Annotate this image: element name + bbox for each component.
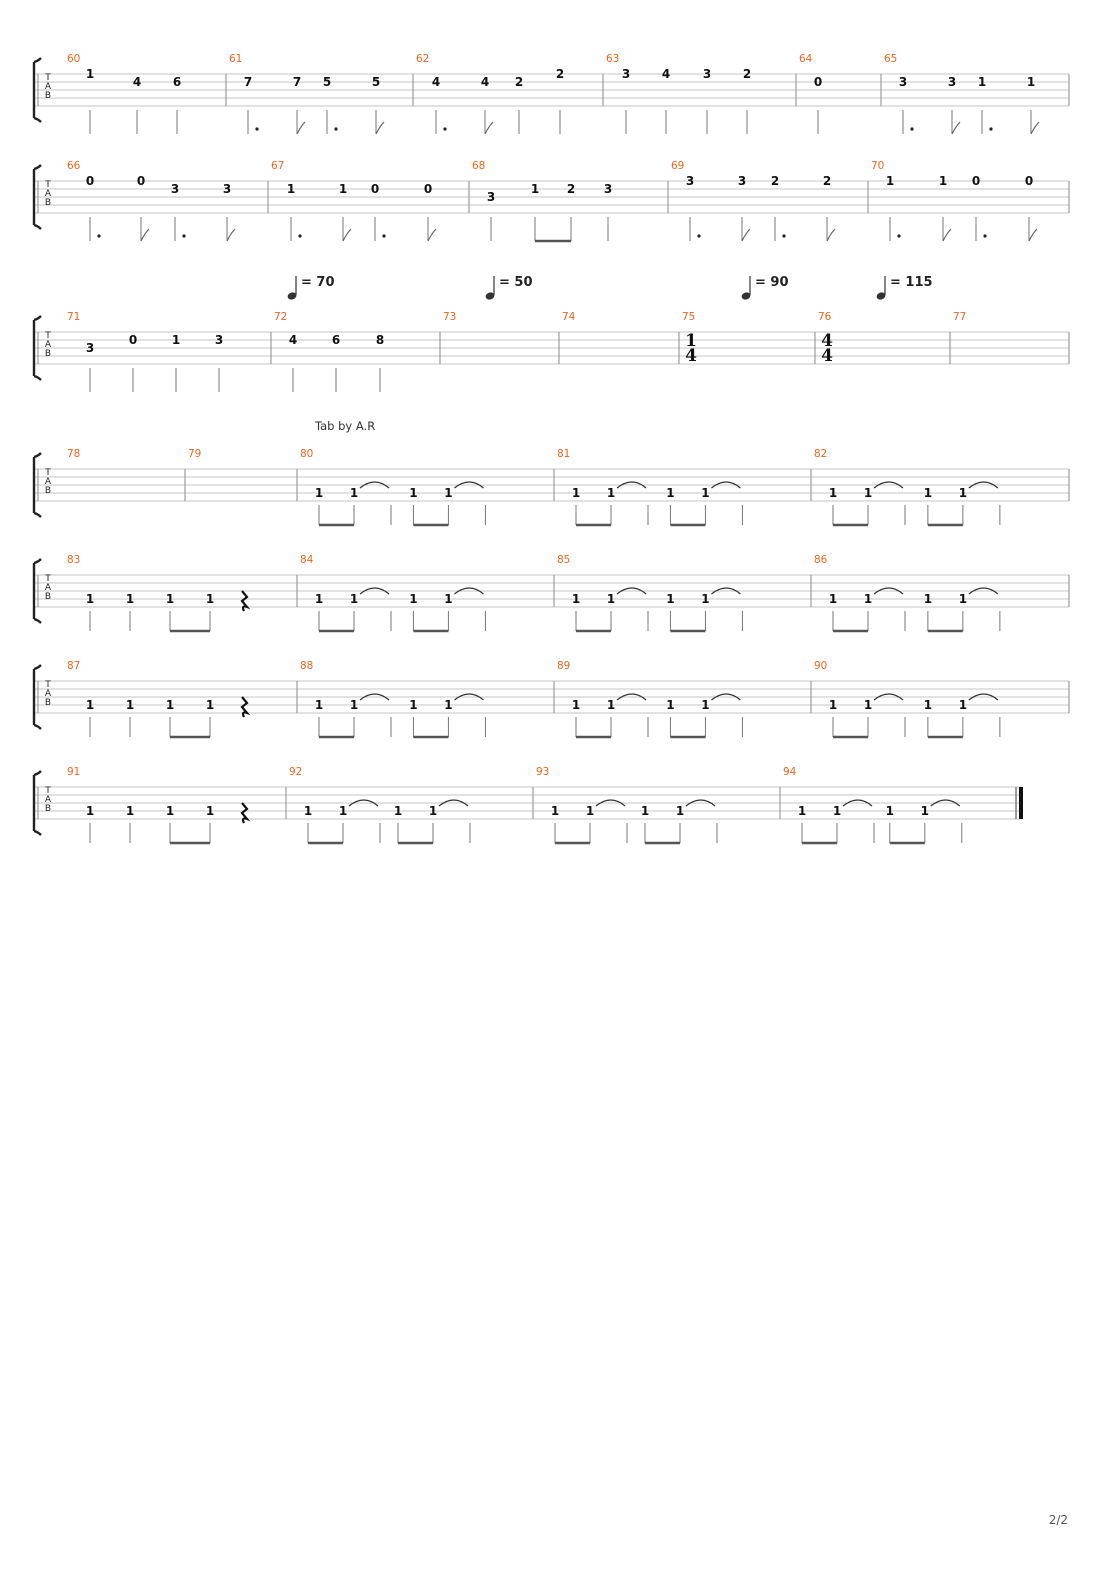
fret-number: 1 [314,698,324,712]
measure-number: 79 [188,448,202,460]
measure-number: 69 [671,160,685,172]
fret-number: 1 [863,486,873,500]
final-barline-thick [1019,787,1023,819]
fret-number: 1 [701,486,710,500]
fret-number: 4 [480,75,490,89]
fret-number: 2 [514,75,524,89]
fret-number: 2 [822,174,832,188]
fret-number: 1 [923,698,933,712]
fret-number: 1 [666,698,675,712]
fret-number: 0 [128,333,138,347]
fret-number: 1 [832,804,842,818]
measure-number: 65 [884,53,898,65]
fret-number: 1 [958,486,968,500]
tab-clef-letter: B [44,592,52,602]
fret-number: 1 [165,698,175,712]
tab-clef-letter: A [44,189,52,199]
tab-clef-letter: B [44,349,52,359]
measure-number: 71 [67,311,81,323]
fret-number: 1 [1026,75,1036,89]
fret-number: 1 [977,75,987,89]
fret-number: 1 [205,804,215,818]
eighth-flag [376,122,384,134]
fret-number: 1 [828,486,838,500]
fret-number: 4 [288,333,298,347]
tab-credit: Tab by A.R [315,419,376,433]
fret-number: 0 [370,182,380,196]
time-signature-top: 1 [685,331,697,351]
dot [382,234,385,237]
measure-number: 76 [818,311,832,323]
fret-number: 3 [222,182,232,196]
fret-number: 1 [606,592,616,606]
measure-number: 73 [443,311,457,323]
fret-number: 1 [444,486,453,500]
measure-number: 70 [871,160,885,172]
tab-clef-letter: A [44,795,52,805]
fret-number: 1 [958,698,968,712]
measure-number: 93 [536,766,550,778]
fret-number: 0 [85,174,95,188]
fret-number: 1 [286,182,296,196]
measure-number: 80 [300,448,314,460]
eighth-flag [943,229,951,241]
measure-number: 92 [289,766,303,778]
dot [697,234,700,237]
fret-number: 1 [640,804,650,818]
fret-number: 8 [375,333,385,347]
measure-number: 84 [300,554,314,566]
fret-number: 3 [85,341,95,355]
dot [334,127,337,130]
fret-number: 3 [621,67,631,81]
fret-number: 7 [292,75,302,89]
quarter-rest [242,803,247,823]
tempo-mark: = 70 [301,275,335,290]
fret-number: 1 [797,804,807,818]
fret-number: 1 [606,486,616,500]
fret-number: 2 [555,67,565,81]
tab-clef-letter: B [44,198,52,208]
tab-clef-letter: T [45,680,51,690]
fret-number: 1 [828,592,838,606]
fret-number: 3 [170,182,180,196]
dot [97,234,100,237]
fret-number: 1 [606,698,616,712]
tab-clef-letter: B [44,486,52,496]
fret-number: 5 [371,75,381,89]
tempo-mark: = 50 [499,275,533,290]
measure-number: 64 [799,53,813,65]
fret-number: 1 [205,592,215,606]
fret-number: 2 [566,182,576,196]
fret-number: 1 [409,486,418,500]
fret-number: 4 [431,75,441,89]
fret-number: 1 [571,486,581,500]
page-number: 2/2 [1048,1513,1068,1527]
measure-number: 63 [606,53,620,65]
measure-number: 60 [67,53,81,65]
eighth-flag [227,229,235,241]
dot [298,234,301,237]
fret-number: 1 [165,592,175,606]
fret-number: 1 [314,486,324,500]
fret-number: 6 [172,75,182,89]
dot [897,234,900,237]
measure-number: 90 [814,660,828,672]
fret-number: 1 [885,174,895,188]
measure-number: 89 [557,660,571,672]
fret-number: 0 [813,75,823,89]
fret-number: 1 [349,698,359,712]
fret-number: 1 [675,804,685,818]
fret-number: 0 [423,182,433,196]
eighth-flag [952,122,960,134]
measure-number: 78 [67,448,81,460]
eighth-flag [1029,229,1037,241]
fret-number: 1 [85,592,95,606]
eighth-flag [297,122,305,134]
tab-clef-letter: T [45,180,51,190]
fret-number: 1 [701,592,710,606]
quarter-rest [242,591,247,611]
fret-number: 1 [550,804,560,818]
time-signature-top: 4 [821,331,833,351]
fret-number: 2 [742,67,752,81]
measure-number: 87 [67,660,81,672]
fret-number: 6 [331,333,341,347]
measure-number: 61 [229,53,243,65]
fret-number: 1 [444,698,453,712]
fret-number: 1 [920,804,929,818]
measure-number: 83 [67,554,81,566]
fret-number: 3 [603,182,613,196]
fret-number: 3 [685,174,695,188]
measure-number: 67 [271,160,285,172]
measure-number: 86 [814,554,828,566]
eighth-flag [485,122,493,134]
fret-number: 1 [349,592,359,606]
measure-number: 85 [557,554,571,566]
measure-number: 88 [300,660,314,672]
fret-number: 0 [136,174,146,188]
measure-number: 75 [682,311,696,323]
fret-number: 1 [666,592,675,606]
fret-number: 1 [125,804,135,818]
dot [989,127,992,130]
fret-number: 1 [828,698,838,712]
fret-number: 1 [923,486,933,500]
fret-number: 1 [863,698,873,712]
measure-number: 68 [472,160,486,172]
fret-number: 1 [885,804,894,818]
fret-number: 1 [701,698,710,712]
tab-clef-letter: B [44,698,52,708]
dot [182,234,185,237]
tab-clef-letter: T [45,786,51,796]
fret-number: 4 [132,75,142,89]
fret-number: 1 [349,486,359,500]
fret-number: 7 [243,75,253,89]
fret-number: 5 [322,75,332,89]
fret-number: 2 [770,174,780,188]
fret-number: 3 [702,67,712,81]
fret-number: 1 [165,804,175,818]
fret-number: 1 [85,67,95,81]
tab-clef-letter: A [44,82,52,92]
fret-number: 1 [85,698,95,712]
measure-number: 62 [416,53,430,65]
fret-number: 3 [214,333,224,347]
measure-number: 66 [67,160,81,172]
tab-clef-letter: A [44,477,52,487]
fret-number: 3 [898,75,908,89]
time-signature-bottom: 4 [685,346,697,366]
fret-number: 3 [737,174,747,188]
measure-number: 77 [953,311,967,323]
fret-number: 1 [428,804,438,818]
fret-number: 1 [338,804,348,818]
eighth-flag [428,229,436,241]
fret-number: 1 [530,182,540,196]
eighth-flag [141,229,149,241]
fret-number: 1 [585,804,595,818]
fret-number: 1 [85,804,95,818]
tab-clef-letter: T [45,73,51,83]
tab-clef-letter: B [44,91,52,101]
fret-number: 1 [863,592,873,606]
fret-number: 1 [409,592,418,606]
fret-number: 1 [125,698,135,712]
fret-number: 1 [958,592,968,606]
eighth-flag [343,229,351,241]
tab-clef-letter: T [45,468,51,478]
measure-number: 94 [783,766,797,778]
tab-clef-letter: A [44,583,52,593]
fret-number: 1 [571,698,581,712]
dot [255,127,258,130]
quarter-rest [242,697,247,717]
fret-number: 3 [486,190,496,204]
tempo-mark: = 90 [755,275,789,290]
measure-number: 91 [67,766,81,778]
tab-clef-letter: B [44,804,52,814]
fret-number: 1 [393,804,403,818]
fret-number: 1 [444,592,453,606]
fret-number: 1 [666,486,675,500]
fret-number: 1 [125,592,135,606]
fret-number: 1 [571,592,581,606]
fret-number: 1 [314,592,324,606]
tab-clef-letter: T [45,331,51,341]
tab-clef-letter: T [45,574,51,584]
fret-number: 0 [971,174,981,188]
dot [443,127,446,130]
dot [983,234,986,237]
fret-number: 1 [938,174,948,188]
dot [782,234,785,237]
fret-number: 1 [171,333,181,347]
fret-number: 1 [205,698,215,712]
dot [910,127,913,130]
fret-number: 0 [1024,174,1034,188]
time-signature-bottom: 4 [821,346,833,366]
measure-number: 81 [557,448,571,460]
measure-number: 72 [274,311,288,323]
fret-number: 1 [409,698,418,712]
eighth-flag [742,229,750,241]
tab-clef-letter: A [44,340,52,350]
measure-number: 74 [562,311,576,323]
measure-number: 82 [814,448,828,460]
eighth-flag [1031,122,1039,134]
fret-number: 3 [947,75,957,89]
fret-number: 4 [661,67,671,81]
tempo-mark: = 115 [890,275,933,290]
eighth-flag [827,229,835,241]
tab-clef-letter: A [44,689,52,699]
fret-number: 1 [338,182,348,196]
fret-number: 1 [303,804,313,818]
fret-number: 1 [923,592,933,606]
